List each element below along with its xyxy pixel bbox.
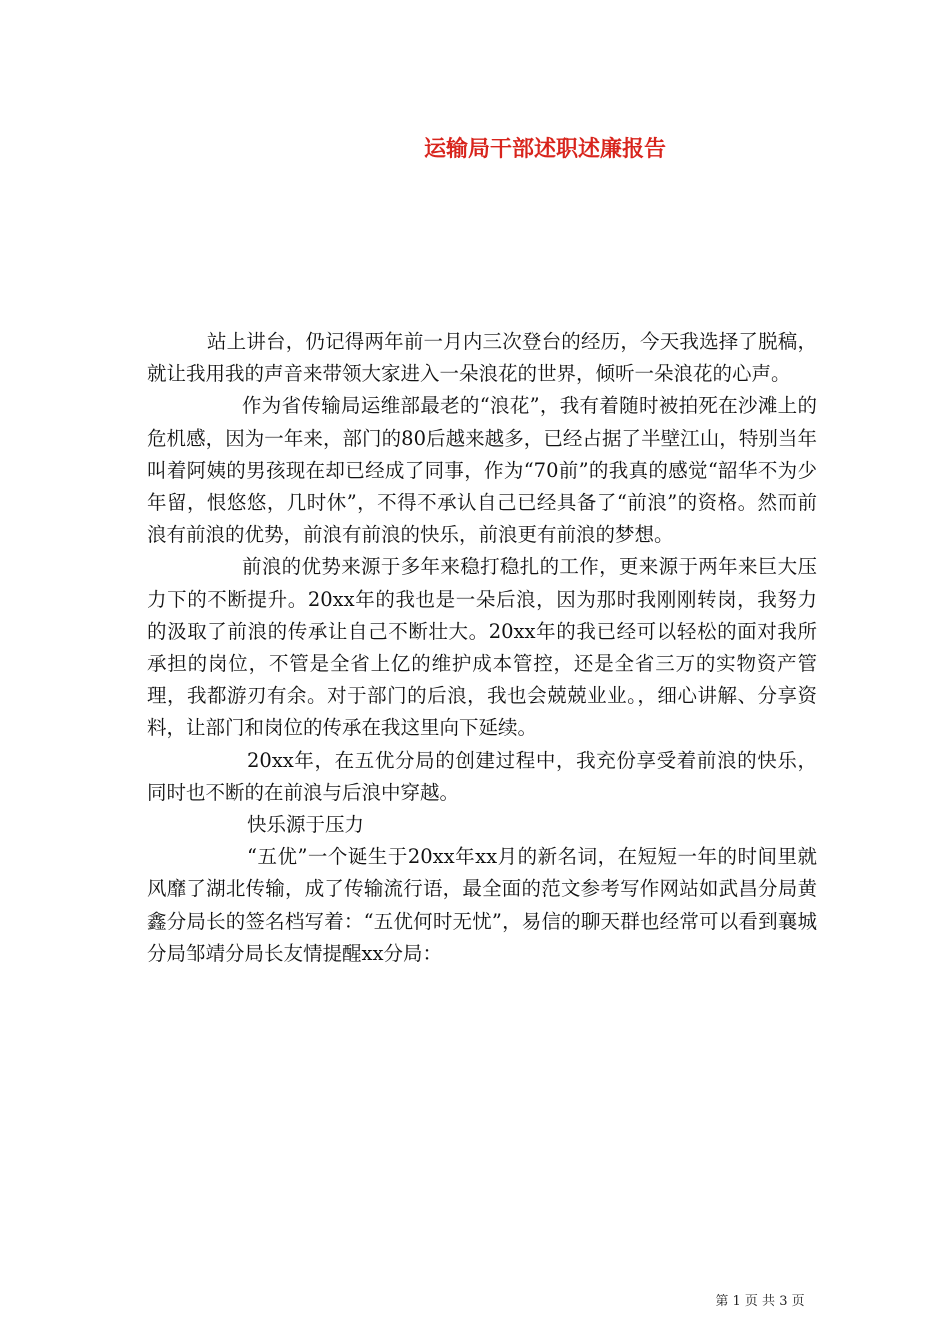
section-heading: 快乐源于压力 (247, 813, 365, 837)
paragraph-4: 20xx年，在五优分局的创建过程中，我充份享受着前浪的快乐，同时也不断的在前浪与后浪中穿越。 (147, 748, 817, 804)
paragraph-5: “五优”一个诞生于20xx年xx月的新名词，在短短一年的时间里就风靡了湖北传输，成了传输流行语，最全面的范文参考写作网站如武昌分局黄鑫分局长的签名档写着：“五优何时无忧”，易信的聊天群也经常可以看到襄城分局邹靖分局长友情提醒xx分局： (147, 845, 817, 965)
paragraph-3: 前浪的优势来源于多年来稳打稳扎的工作，更来源于两年来巨大压力下的不断提升。20xx年的我也是一朵后浪，因为那时我刚刚转岗，我努力的汲取了前浪的传承让自己不断壮大。20xx年的我已经可以轻松的面对我所承担的岗位，不管是全省上亿的维护成本管控，还是全省三万的实物资产管理，我都游刃有余。对于部门的后浪，我也会兢兢业业。，细心讲解、分享资料，让部门和岗位的传承在我这里向下延续。 (147, 555, 817, 740)
paragraph-1: 站上讲台，仍记得两年前一月内三次登台的经历，今天我选择了脱稿，就让我用我的声音来带领大家进入一朵浪花的世界，倾听一朵浪花的心声。 (147, 330, 817, 386)
document-body (147, 326, 817, 970)
document-title: 运输局干部述职述廉报告 (423, 136, 666, 162)
page-number-footer: 第 1 页 共 3 页 (715, 1294, 805, 1309)
paragraph-2: 作为省传输局运维部最老的“浪花”，我有着随时被拍死在沙滩上的危机感，因为一年来，部门的80后越来越多，已经占据了半壁江山，特别当年叫着阿姨的男孩现在却已经成了同事，作为“70前”的我真的感觉“韶华不为少年留，恨悠悠，几时休”，不得不承认自己已经具备了“前浪”的资格。然而前浪有前浪的优势，前浪有前浪的快乐，前浪更有前浪的梦想。 (147, 394, 817, 547)
